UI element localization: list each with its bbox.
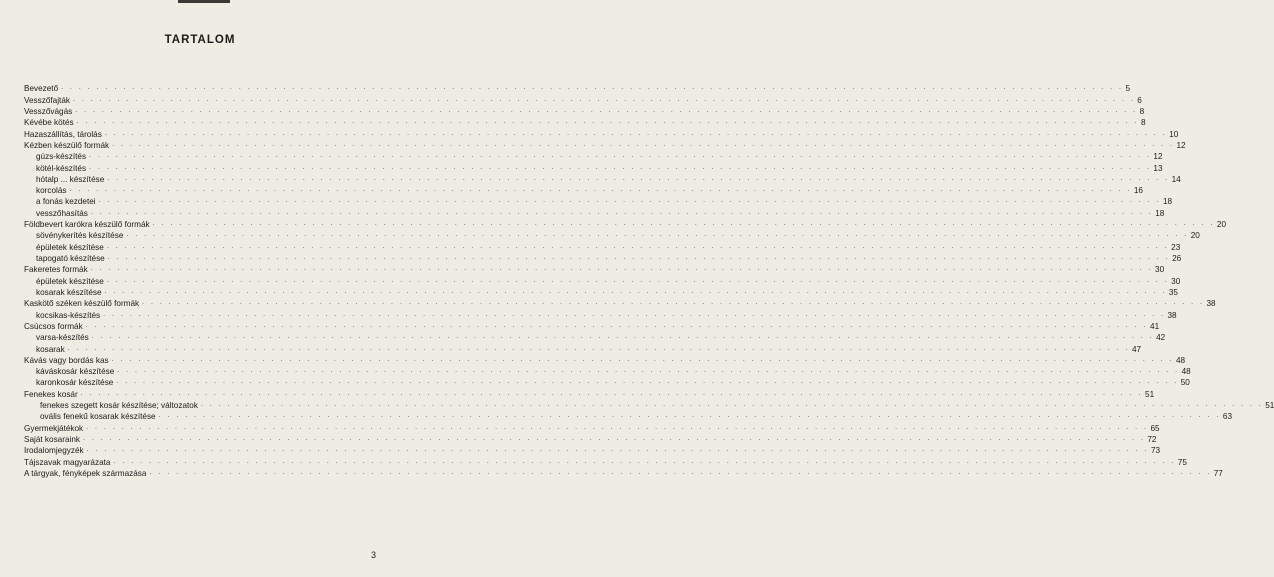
toc-leader-dots: . . . . . . . . . . . . . . . . . . . . . . . . . . . . . . . . . . . . . . . . . . . . . . . . . . . . . . . . . . . . . . . . . . . . . . . . . . . . . . . . . . . . . . . . . . . . . . . . . . . . . . . . . . . . . . . . . . . . . . . .: [104, 287, 1167, 295]
toc-entry-page: 30: [1171, 276, 1181, 286]
toc-leader-dots: . . . . . . . . . . . . . . . . . . . . . . . . . . . . . . . . . . . . . . . . . . . . . . . . . . . . . . . . . . . . . . . . . . . . . . . . . . . . . . . . . . . . . . . . . . . . . . . . . . . . . . . . . . . . . . . . . . . . . . . .: [86, 446, 1149, 454]
toc-entry-label: Irodalomjegyzék: [24, 446, 84, 456]
toc-leader-dots: . . . . . . . . . . . . . . . . . . . . . . . . . . . . . . . . . . . . . . . . . . . . . . . . . . . . . . . . . . . . . . . . . . . . . . . . . . . . . . . . . . . . . . . . . . . . . . . . . . . . . . . . . . . . . . . . . . . . . . . .: [82, 435, 1146, 442]
toc-entry: [24, 253, 1182, 264]
toc-entry: [24, 309, 1177, 320]
toc-entry-label: korcolás: [36, 186, 67, 196]
toc-entry-label: Kézben készülő formák: [24, 140, 110, 150]
toc-leader-dots: . . . . . . . . . . . . . . . . . . . . . . . . . . . . . . . . . . . . . . . . . . . . . . . . . . . . . . . . . . . . . . . . . . . . . . . . . . . . . . . . . . . . . . . . . . . . . . . . . . . . . . . . . . . . . . . . . . . . . . . .: [76, 118, 1139, 126]
toc-entry: [24, 355, 1186, 366]
toc-entry: [24, 151, 1163, 162]
toc-entry-page: 16: [1133, 186, 1143, 196]
toc-entry-label: Bevezető: [24, 84, 59, 94]
toc-leader-dots: . . . . . . . . . . . . . . . . . . . . . . . . . . . . . . . . . . . . . . . . . . . . . . . . . . . . . . . . . . . . . . . . . . . . . . . . . . . . . . . . . . . . . . . . . . . . . . . . . . . . . . . . . . . . . . . . . . . . . . . .: [200, 401, 1264, 409]
toc-entry-label: Fakeretes formák: [24, 265, 88, 275]
toc-entry-page: 50: [1180, 378, 1190, 388]
toc-entry-page: 38: [1206, 299, 1216, 309]
toc-entry-label: A tárgyak, fényképek származása: [24, 468, 147, 478]
toc-entry-page: 42: [1156, 333, 1166, 343]
toc-leader-dots: . . . . . . . . . . . . . . . . . . . . . . . . . . . . . . . . . . . . . . . . . . . . . . . . . . . . . . . . . . . . . . . . . . . . . . . . . . . . . . . . . . . . . . . . . . . . . . . . . . . . . . . . . . . . . . . . . . . . . . . .: [106, 276, 1170, 284]
toc-entry-page: 20: [1216, 220, 1227, 230]
toc-entry-page: 12: [1153, 152, 1163, 162]
toc-entry-page: 8: [1140, 118, 1146, 128]
toc-leader-dots: . . . . . . . . . . . . . . . . . . . . . . . . . . . . . . . . . . . . . . . . . . . . . . . . . . . . . . . . . . . . . . . . . . . . . . . . . . . . . . . . . . . . . . . . . . . . . . . . . . . . . . . . . . . . . . . . . . . . . . . .: [126, 231, 1189, 239]
toc-entry: [24, 128, 1179, 139]
toc-leader-dots: . . . . . . . . . . . . . . . . . . . . . . . . . . . . . . . . . . . . . . . . . . . . . . . . . . . . . . . . . . . . . . . . . . . . . . . . . . . . . . . . . . . . . . . . . . . . . . . . . . . . . . . . . . . . . . . . . . . . . . . .: [113, 457, 1176, 465]
toc-entry: [24, 287, 1178, 298]
toc-entry-page: 41: [1150, 321, 1160, 331]
toc-leader-dots: . . . . . . . . . . . . . . . . . . . . . . . . . . . . . . . . . . . . . . . . . . . . . . . . . . . . . . . . . . . . . . . . . . . . . . . . . . . . . . . . . . . . . . . . . . . . . . . . . . . . . . . . . . . . . . . . . . . . . . . .: [103, 310, 1166, 318]
toc-entry: [24, 106, 1145, 117]
toc-entry-page: 23: [1171, 242, 1181, 252]
page-number: 3: [370, 550, 376, 560]
toc-entry: [24, 207, 1165, 218]
toc-entry-label: fenekes szegett kosár készítése; változatok: [40, 401, 198, 411]
toc-entry-label: hótalp ... készítése: [36, 174, 105, 184]
page-title: TARTALOM: [164, 34, 236, 46]
toc-entry-page: 63: [1222, 412, 1233, 422]
toc-entry: [24, 343, 1142, 354]
toc-leader-dots: . . . . . . . . . . . . . . . . . . . . . . . . . . . . . . . . . . . . . . . . . . . . . . . . . . . . . . . . . . . . . . . . . . . . . . . . . . . . . . . . . . . . . . . . . . . . . . . . . . . . . . . . . . . . . . . . . . . . . . . .: [111, 355, 1174, 363]
table-of-contents: [24, 83, 1274, 479]
toc-entry-label: Fenekes kosár: [24, 389, 78, 399]
toc-entry-page: 77: [1213, 468, 1223, 478]
toc-entry-label: vesszőhasítás: [36, 208, 88, 218]
toc-entry: [24, 445, 1161, 456]
toc-leader-dots: . . . . . . . . . . . . . . . . . . . . . . . . . . . . . . . . . . . . . . . . . . . . . . . . . . . . . . . . . . . . . . . . . . . . . . . . . . . . . . . . . . . . . . . . . . . . . . . . . . . . . . . . . . . . . . . . . . . . . . . .: [104, 129, 1168, 137]
top-edge-mark: [178, 0, 230, 3]
toc-entry-page: 5: [1125, 84, 1131, 94]
toc-leader-dots: . . . . . . . . . . . . . . . . . . . . . . . . . . . . . . . . . . . . . . . . . . . . . . . . . . . . . . . . . . . . . . . . . . . . . . . . . . . . . . . . . . . . . . . . . . . . . . . . . . . . . . . . . . . . . . . . . . . . . . . .: [158, 412, 1221, 420]
toc-entry-page: 26: [1172, 254, 1182, 263]
toc-entry-page: 13: [1153, 163, 1163, 173]
toc-entry-label: káváskosár készítése: [36, 367, 115, 377]
toc-leader-dots: . . . . . . . . . . . . . . . . . . . . . . . . . . . . . . . . . . . . . . . . . . . . . . . . . . . . . . . . . . . . . . . . . . . . . . . . . . . . . . . . . . . . . . . . . . . . . . . . . . . . . . . . . . . . . . . . . . . . . . . .: [80, 389, 1144, 397]
toc-leader-dots: . . . . . . . . . . . . . . . . . . . . . . . . . . . . . . . . . . . . . . . . . . . . . . . . . . . . . . . . . . . . . . . . . . . . . . . . . . . . . . . . . . . . . . . . . . . . . . . . . . . . . . . . . . . . . . . . . . . . . . . .: [107, 174, 1170, 182]
toc-entry-page: 65: [1150, 423, 1160, 433]
toc-entry: [24, 162, 1163, 173]
toc-entry-page: 6: [1137, 95, 1142, 105]
toc-entry: [24, 94, 1142, 105]
toc-entry: [24, 298, 1216, 309]
toc-leader-dots: . . . . . . . . . . . . . . . . . . . . . . . . . . . . . . . . . . . . . . . . . . . . . . . . . . . . . . . . . . . . . . . . . . . . . . . . . . . . . . . . . . . . . . . . . . . . . . . . . . . . . . . . . . . . . . . . . . . . . . . .: [98, 197, 1161, 205]
toc-entry-label: Gyermekjátékok: [24, 423, 84, 433]
toc-entry-page: 14: [1171, 174, 1181, 184]
toc-leader-dots: . . . . . . . . . . . . . . . . . . . . . . . . . . . . . . . . . . . . . . . . . . . . . . . . . . . . . . . . . . . . . . . . . . . . . . . . . . . . . . . . . . . . . . . . . . . . . . . . . . . . . . . . . . . . . . . . . . . . . . . .: [86, 423, 1149, 431]
toc-entry-page: 48: [1181, 367, 1191, 377]
toc-leader-dots: . . . . . . . . . . . . . . . . . . . . . . . . . . . . . . . . . . . . . . . . . . . . . . . . . . . . . . . . . . . . . . . . . . . . . . . . . . . . . . . . . . . . . . . . . . . . . . . . . . . . . . . . . . . . . . . . . . . . . . . .: [149, 468, 1212, 476]
toc-entry-page: 20: [1190, 231, 1200, 241]
toc-leader-dots: . . . . . . . . . . . . . . . . . . . . . . . . . . . . . . . . . . . . . . . . . . . . . . . . . . . . . . . . . . . . . . . . . . . . . . . . . . . . . . . . . . . . . . . . . . . . . . . . . . . . . . . . . . . . . . . . . . . . . . . .: [75, 106, 1138, 114]
toc-entry-label: épületek készítése: [36, 242, 104, 252]
toc-leader-dots: . . . . . . . . . . . . . . . . . . . . . . . . . . . . . . . . . . . . . . . . . . . . . . . . . . . . . . . . . . . . . . . . . . . . . . . . . . . . . . . . . . . . . . . . . . . . . . . . . . . . . . . . . . . . . . . . . . . . . . . .: [69, 186, 1132, 194]
toc-entry: [24, 422, 1160, 433]
toc-leader-dots: . . . . . . . . . . . . . . . . . . . . . . . . . . . . . . . . . . . . . . . . . . . . . . . . . . . . . . . . . . . . . . . . . . . . . . . . . . . . . . . . . . . . . . . . . . . . . . . . . . . . . . . . . . . . . . . . . . . . . . . .: [67, 344, 1130, 352]
toc-entry: [24, 174, 1181, 185]
toc-entry-page: 18: [1162, 197, 1173, 207]
toc-entry-label: Hazaszállítás, tárolás: [24, 129, 102, 139]
toc-entry-label: kocsikas-készítés: [36, 310, 101, 320]
toc-leader-dots: . . . . . . . . . . . . . . . . . . . . . . . . . . . . . . . . . . . . . . . . . . . . . . . . . . . . . . . . . . . . . . . . . . . . . . . . . . . . . . . . . . . . . . . . . . . . . . . . . . . . . . . . . . . . . . . . . . . . . . . .: [72, 95, 1136, 103]
toc-entry: [24, 332, 1166, 343]
toc-leader-dots: . . . . . . . . . . . . . . . . . . . . . . . . . . . . . . . . . . . . . . . . . . . . . . . . . . . . . . . . . . . . . . . . . . . . . . . . . . . . . . . . . . . . . . . . . . . . . . . . . . . . . . . . . . . . . . . . . . . . . . . .: [106, 242, 1170, 250]
toc-leader-dots: . . . . . . . . . . . . . . . . . . . . . . . . . . . . . . . . . . . . . . . . . . . . . . . . . . . . . . . . . . . . . . . . . . . . . . . . . . . . . . . . . . . . . . . . . . . . . . . . . . . . . . . . . . . . . . . . . . . . . . . .: [89, 163, 1152, 171]
toc-leader-dots: . . . . . . . . . . . . . . . . . . . . . . . . . . . . . . . . . . . . . . . . . . . . . . . . . . . . . . . . . . . . . . . . . . . . . . . . . . . . . . . . . . . . . . . . . . . . . . . . . . . . . . . . . . . . . . . . . . . . . . . .: [116, 378, 1179, 386]
toc-leader-dots: . . . . . . . . . . . . . . . . . . . . . . . . . . . . . . . . . . . . . . . . . . . . . . . . . . . . . . . . . . . . . . . . . . . . . . . . . . . . . . . . . . . . . . . . . . . . . . . . . . . . . . . . . . . . . . . . . . . . . . . .: [152, 220, 1215, 228]
toc-entry-label: kötél-készítés: [36, 163, 87, 173]
toc-entry: [24, 434, 1157, 445]
toc-entry-label: kosarak: [36, 344, 65, 354]
toc-entry-page: 47: [1132, 344, 1142, 354]
toc-entry: [24, 321, 1160, 332]
toc-entry-label: Saját kosaraink: [24, 435, 80, 444]
toc-entry-page: 51: [1145, 389, 1155, 399]
toc-entry-page: 12: [1176, 140, 1186, 150]
toc-leader-dots: . . . . . . . . . . . . . . . . . . . . . . . . . . . . . . . . . . . . . . . . . . . . . . . . . . . . . . . . . . . . . . . . . . . . . . . . . . . . . . . . . . . . . . . . . . . . . . . . . . . . . . . . . . . . . . . . . . . . . . . .: [107, 254, 1171, 261]
toc-entry: [24, 411, 1233, 422]
toc-entry: [24, 264, 1165, 275]
toc-entry-label: Vesszőfajták: [24, 95, 70, 105]
toc-leader-dots: . . . . . . . . . . . . . . . . . . . . . . . . . . . . . . . . . . . . . . . . . . . . . . . . . . . . . . . . . . . . . . . . . . . . . . . . . . . . . . . . . . . . . . . . . . . . . . . . . . . . . . . . . . . . . . . . . . . . . . . .: [61, 84, 1124, 92]
toc-leader-dots: . . . . . . . . . . . . . . . . . . . . . . . . . . . . . . . . . . . . . . . . . . . . . . . . . . . . . . . . . . . . . . . . . . . . . . . . . . . . . . . . . . . . . . . . . . . . . . . . . . . . . . . . . . . . . . . . . . . . . . . .: [89, 152, 1152, 160]
toc-entry-label: épületek készítése: [36, 276, 104, 286]
toc-entry-label: Kávás vagy bordás kas: [24, 355, 109, 365]
toc-leader-dots: . . . . . . . . . . . . . . . . . . . . . . . . . . . . . . . . . . . . . . . . . . . . . . . . . . . . . . . . . . . . . . . . . . . . . . . . . . . . . . . . . . . . . . . . . . . . . . . . . . . . . . . . . . . . . . . . . . . . . . . .: [142, 299, 1205, 307]
toc-entry-label: a fonás kezdetei: [36, 197, 96, 207]
toc-entry: [24, 456, 1187, 467]
toc-leader-dots: . . . . . . . . . . . . . . . . . . . . . . . . . . . . . . . . . . . . . . . . . . . . . . . . . . . . . . . . . . . . . . . . . . . . . . . . . . . . . . . . . . . . . . . . . . . . . . . . . . . . . . . . . . . . . . . . . . . . . . . .: [117, 367, 1180, 375]
toc-entry-label: tapogató készítése: [36, 254, 105, 263]
toc-entry-page: 51: [1265, 401, 1274, 411]
toc-entry: [24, 83, 1131, 94]
toc-entry-page: 10: [1169, 129, 1179, 139]
toc-leader-dots: . . . . . . . . . . . . . . . . . . . . . . . . . . . . . . . . . . . . . . . . . . . . . . . . . . . . . . . . . . . . . . . . . . . . . . . . . . . . . . . . . . . . . . . . . . . . . . . . . . . . . . . . . . . . . . . . . . . . . . . .: [90, 208, 1154, 216]
toc-entry-page: 30: [1155, 265, 1165, 275]
toc-entry-label: Kaskötő széken készülő formák: [24, 299, 140, 309]
toc-entry: [24, 219, 1227, 230]
toc-entry-page: 75: [1177, 457, 1187, 467]
toc-entry-label: Csúcsos formák: [24, 321, 83, 331]
toc-entry-page: 35: [1168, 287, 1178, 297]
toc-leader-dots: . . . . . . . . . . . . . . . . . . . . . . . . . . . . . . . . . . . . . . . . . . . . . . . . . . . . . . . . . . . . . . . . . . . . . . . . . . . . . . . . . . . . . . . . . . . . . . . . . . . . . . . . . . . . . . . . . . . . . . . .: [85, 321, 1149, 329]
toc-entry: [24, 388, 1155, 399]
toc-entry-label: Kévébe kötés: [24, 118, 74, 128]
toc-entry-label: varsa-készítés: [36, 333, 89, 343]
toc-entry-label: karonkosár készítése: [36, 378, 114, 388]
toc-entry: [24, 185, 1143, 196]
toc-entry: [24, 400, 1274, 411]
toc-entry: [24, 377, 1190, 388]
toc-entry-label: gúzs-készítés: [36, 152, 87, 162]
toc-entry-page: 73: [1150, 446, 1161, 456]
toc-entry-page: 8: [1139, 106, 1145, 116]
toc-entry: [24, 366, 1191, 377]
toc-entry-page: 72: [1147, 435, 1157, 444]
toc-entry-page: 18: [1155, 208, 1165, 218]
toc-entry-label: Földbevert karókra készülő formák: [24, 220, 150, 230]
toc-leader-dots: . . . . . . . . . . . . . . . . . . . . . . . . . . . . . . . . . . . . . . . . . . . . . . . . . . . . . . . . . . . . . . . . . . . . . . . . . . . . . . . . . . . . . . . . . . . . . . . . . . . . . . . . . . . . . . . . . . . . . . . .: [112, 140, 1175, 148]
toc-entry-label: kosarak készítése: [36, 287, 102, 297]
toc-entry: [24, 196, 1173, 207]
toc-entry: [24, 241, 1181, 252]
toc-leader-dots: . . . . . . . . . . . . . . . . . . . . . . . . . . . . . . . . . . . . . . . . . . . . . . . . . . . . . . . . . . . . . . . . . . . . . . . . . . . . . . . . . . . . . . . . . . . . . . . . . . . . . . . . . . . . . . . . . . . . . . . .: [91, 333, 1155, 341]
toc-entry-label: Tájszavak magyarázata: [24, 457, 111, 467]
toc-entry: [24, 468, 1223, 479]
toc-entry-page: 48: [1175, 355, 1186, 365]
toc-entry: [24, 117, 1146, 128]
toc-entry-label: Vesszővágás: [24, 106, 73, 116]
toc-entry-page: 38: [1167, 310, 1177, 320]
toc-entry: [24, 230, 1200, 241]
toc-entry-label: sövénykerítés készítése: [36, 231, 124, 241]
toc-entry-label: ovális fenekű kosarak készítése: [40, 412, 156, 422]
toc-entry: [24, 140, 1186, 151]
toc-leader-dots: . . . . . . . . . . . . . . . . . . . . . . . . . . . . . . . . . . . . . . . . . . . . . . . . . . . . . . . . . . . . . . . . . . . . . . . . . . . . . . . . . . . . . . . . . . . . . . . . . . . . . . . . . . . . . . . . . . . . . . . .: [90, 265, 1154, 273]
toc-entry: [24, 275, 1181, 286]
